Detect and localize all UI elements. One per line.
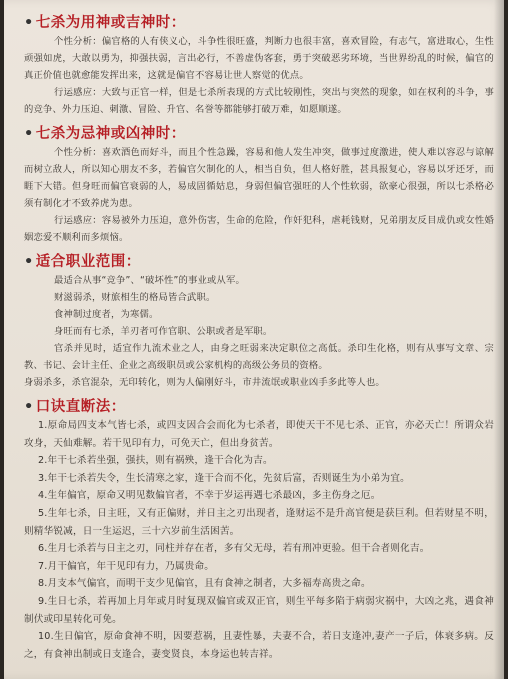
paragraph: 个性分析：喜欢酒色而好斗，而且个性急躁，容易和他人发生冲突，做事过度激进，使人难以容忍与谅解而树立敌人，所以知心朋友不多，若偏官欠制化的人，相当自负，但人格好胜，甚具报复心，容易以牙还牙，而睚下大错。但身旺而偏官衰弱的人，易成固循姑息，身弱但偏官强旺的人个性软弱，欲豪心很强，所以七杀格必须有制化才不致养虎为患。 [24,147,494,209]
paragraph: 行运感应：容易被外力压迫，意外伤害，生命的危险，作奸犯科，虐耗钱财，兄弟朋友反目成仇或女性婚姻恋爱不顺利而多烦恼。 [24,215,494,243]
section-qisha-yongshen [24,14,494,118]
bullet-icon: • [24,254,34,270]
paragraph: 身旺而有七杀，羊刃者可作官职、公职或者是军职。 [54,326,273,337]
list-item: 5.生年七杀，日主旺，又有正偏财，并日主之刃出现者，逢财运不是升高官便是获巨利。但若财星不明，则精华锐减，日一生运迟，三十六岁前生活困苦。 [24,507,494,537]
bullet-icon: • [24,15,34,31]
section-koujue [24,398,494,663]
list-item: 9.生日七杀，若再加上月年或月时复现双偏官或双正官，则生平每多陷于病弱灾祸中，大凶之兆，遇食神制伏或印星转化可免。 [24,595,494,625]
section-heading: • 七杀为忌神或凶神时： [24,126,186,142]
list-item: 6.生月七杀若与日主之刃，同柱并存在者，多有父无母，若有刑冲更验。但干合者则化吉。 [38,543,430,555]
section-heading: • 口诀直断法： [24,399,126,415]
list-item: 7.月干偏官，年干见印有力，乃属贵命。 [38,560,215,572]
paragraph: 个性分析：偏官格的人有侠义心，斗争性很旺盛，判断力也很丰富，喜欢冒险，有志气，富进取心，生性顽强如虎，大敢以勇为，抑强扶弱，言出必行，不善虚伪客套，勇于突破恶劣环境，当世界纷乱的时候，偏官的真正价值也就愈能发挥出来，这就是偏官不容易让世人察觉的优点。 [24,36,494,81]
bullet-icon: • [24,126,34,142]
section-heading: • 七杀为用神或吉神时： [24,15,186,31]
list-item: 4.生年偏官，原命又明见数偏官者，不幸于岁运再遇七杀最凶，多主伤身之厄。 [38,490,381,502]
list-item: 10.生日偏官，原命食神不明，因要惹祸，且妻性暴，夫妻不合，若日支逢冲,妻产一子后，体衰多病。反之，有食神出制或日支逢合，妻变贤良，本身运也转吉祥。 [24,631,494,660]
list-item: 1.原命局四支本气皆七杀，或四支因合会而化为七杀者，即使天干不见七杀、正官，亦必天亡！所谓众岩攻身，天仙难解。若干见印有力，可免天亡，但出身贫苦。 [24,420,494,449]
paragraph: 身弱杀多，杀官混杂，无印转化，则为人偏刚好斗，市井流氓或职业凶手多此等人也。 [24,377,385,388]
paragraph: 食神制过度者，为寒儒。 [54,309,159,320]
paragraph: 财滋弱杀，财旅相生的格局皆合武职。 [54,292,216,303]
page-content [24,14,494,663]
book-page [4,0,504,679]
list-item: 2.年干七杀若坐强，强扶，则有祸殃，逢干合化为吉。 [38,455,273,467]
section-career [24,253,494,391]
section-heading: • 适合职业范围： [24,254,141,270]
list-item: 3.年干七杀若失令，生长清寒之家，逢干合而不化，先贫后富，否则诞生为小弟为宜。 [38,472,410,484]
section-qisha-jishen [24,125,494,246]
list-item: 8.月支本气偏官，而明干支少见偏官，且有食神之制者，大多福寿高贵之命。 [38,578,371,590]
paragraph: 行运感应：大致与正官一样，但是七杀所表现的方式比较刚性，突出与突然的现象，如在权利的斗争，事的竞争、外力压迫、刺激、冒险、升官、名誉等都能够打破万难，如愿顺遂。 [24,87,494,115]
paragraph: 官杀并见时，适宜作九流术业之人，由身之旺弱来决定职位之高低。杀印生化格，则有从事写文章、宗教、书记、会计主任、企业之高级职员或公家机构的高级公务员的资格。 [24,343,494,371]
paragraph: 最适合从事“竞争”、“破坏性”的事业或从军。 [54,275,246,286]
bullet-icon: • [24,399,34,415]
